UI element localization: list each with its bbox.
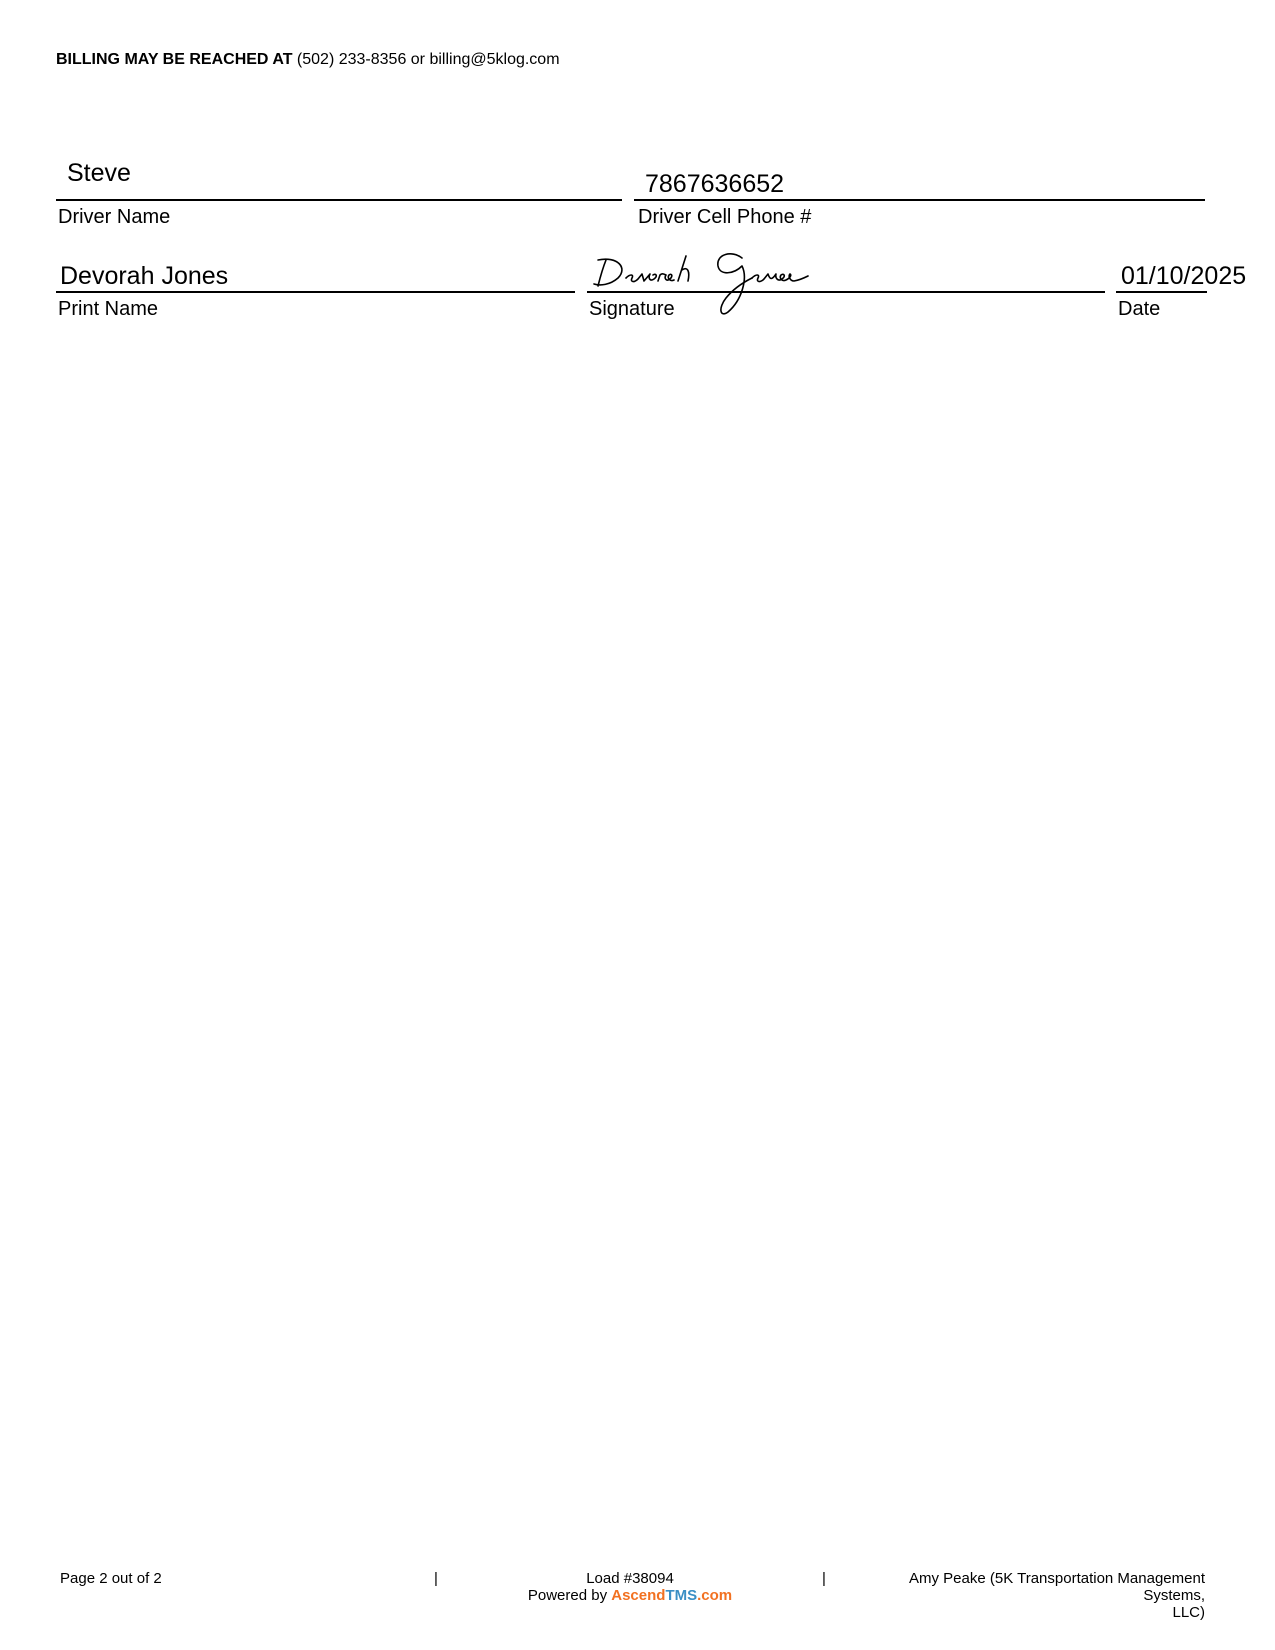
signature-label: Signature — [589, 298, 675, 320]
print-name-label: Print Name — [58, 298, 159, 320]
footer-company — [850, 1570, 1205, 1621]
date-line — [1116, 291, 1207, 293]
date-label: Date — [1118, 298, 1161, 320]
footer-company-line1: Amy Peake (5K Transportation Management Systems, — [909, 1570, 1205, 1604]
footer-separator-left: | — [434, 1570, 438, 1587]
driver-name-value: Steve — [67, 159, 131, 187]
signature-line — [587, 291, 1105, 293]
footer-load-number: Load #38094 — [586, 1570, 674, 1587]
driver-name-line — [56, 199, 622, 201]
ascendtms-logo: AscendTMS.com — [611, 1587, 733, 1604]
footer-load-block — [500, 1570, 760, 1604]
driver-phone-label: Driver Cell Phone # — [638, 206, 812, 228]
billing-contact-info: (502) 233-8356 or billing@5klog.com — [296, 51, 560, 68]
billing-label: BILLING MAY BE REACHED AT — [56, 51, 293, 68]
footer-page-number: Page 2 out of 2 — [60, 1570, 162, 1587]
driver-phone-line — [634, 199, 1205, 201]
footer-powered-by — [500, 1587, 760, 1604]
print-name-value: Devorah Jones — [60, 262, 229, 290]
billing-contact — [56, 51, 560, 69]
date-value: 01/10/2025 — [1121, 262, 1247, 290]
powered-by-label: Powered by — [527, 1587, 608, 1604]
footer-separator-right: | — [822, 1570, 826, 1587]
driver-phone-value: 7867636652 — [645, 170, 785, 198]
footer-company-line2: LLC) — [1172, 1604, 1205, 1621]
driver-name-label: Driver Name — [58, 206, 171, 228]
print-name-line — [56, 291, 575, 293]
